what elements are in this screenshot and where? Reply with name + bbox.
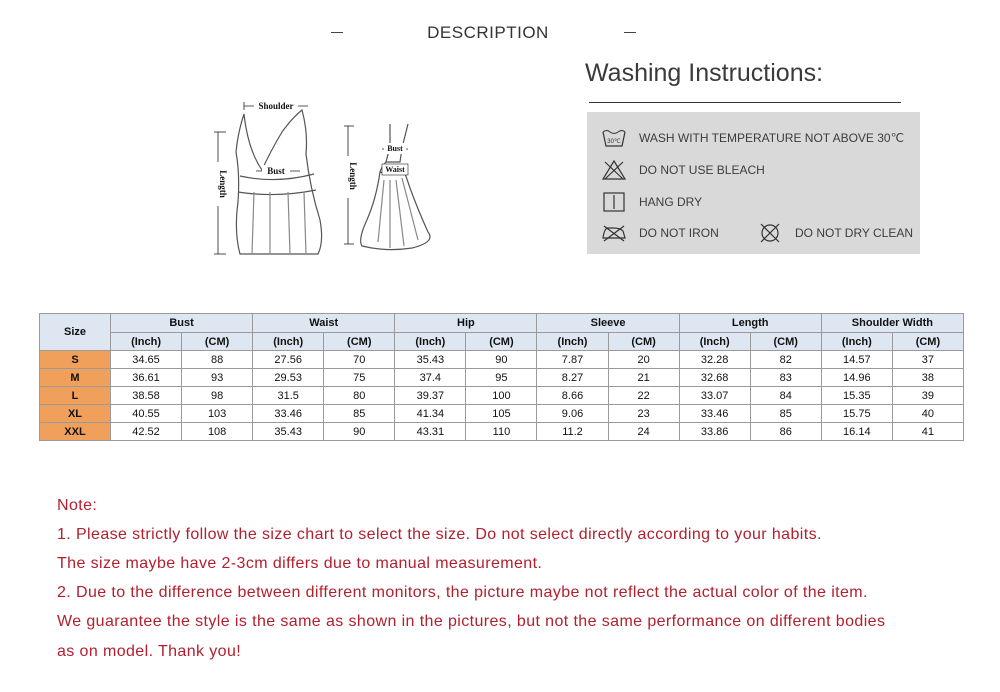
- size-chart-table: [39, 313, 964, 441]
- table-cell: 95: [466, 369, 537, 387]
- table-cell: 33.46: [679, 405, 750, 423]
- unit-header: (Inch): [679, 333, 750, 351]
- group-header-sleeve: Sleeve: [537, 314, 679, 333]
- table-cell: 93: [182, 369, 253, 387]
- table-cell: 110: [466, 423, 537, 441]
- table-unit-header-row: [40, 333, 964, 351]
- table-cell: 90: [466, 351, 537, 369]
- table-cell: 24: [608, 423, 679, 441]
- table-cell: 38: [892, 369, 963, 387]
- note-line: as on model. Thank you!: [57, 643, 242, 660]
- table-cell: 39: [892, 387, 963, 405]
- table-cell: 14.57: [821, 351, 892, 369]
- size-cell: L: [40, 387, 111, 405]
- table-cell: 88: [182, 351, 253, 369]
- table-cell: 98: [182, 387, 253, 405]
- size-cell: XL: [40, 405, 111, 423]
- unit-header: (CM): [182, 333, 253, 351]
- table-cell: 16.14: [821, 423, 892, 441]
- note-line: We guarantee the style is the same as shown in the pictures, but not the same performance on different bodies: [57, 613, 886, 630]
- table-cell: 42.52: [111, 423, 182, 441]
- wash-30-icon: [601, 128, 627, 148]
- table-cell: 36.61: [111, 369, 182, 387]
- table-row: [40, 351, 964, 369]
- unit-header: (Inch): [537, 333, 608, 351]
- unit-header: (CM): [608, 333, 679, 351]
- table-cell: 85: [750, 405, 821, 423]
- table-cell: 86: [750, 423, 821, 441]
- no-bleach-label: DO NOT USE BLEACH: [639, 163, 765, 177]
- group-header-bust: Bust: [111, 314, 253, 333]
- no-dry-clean-label: DO NOT DRY CLEAN: [795, 226, 914, 240]
- size-cell: S: [40, 351, 111, 369]
- wash-instruction-row: [601, 192, 702, 212]
- hang-dry-icon: [601, 192, 627, 212]
- table-cell: 82: [750, 351, 821, 369]
- wash-instruction-row: [757, 223, 913, 243]
- table-cell: 84: [750, 387, 821, 405]
- note-heading: Note:: [57, 497, 98, 514]
- table-cell: 31.5: [253, 387, 324, 405]
- table-cell: 41.34: [395, 405, 466, 423]
- table-row: [40, 369, 964, 387]
- no-dry-clean-icon: [757, 223, 783, 243]
- table-cell: 80: [324, 387, 395, 405]
- size-cell: M: [40, 369, 111, 387]
- unit-header: (Inch): [395, 333, 466, 351]
- table-cell: 37: [892, 351, 963, 369]
- unit-header: (CM): [324, 333, 395, 351]
- washing-instructions-panel: [587, 112, 920, 254]
- unit-header: (CM): [892, 333, 963, 351]
- table-cell: 85: [324, 405, 395, 423]
- group-header-shoulder-width: Shoulder Width: [821, 314, 963, 333]
- note-line: 1. Please strictly follow the size chart to select the size. Do not select directly according to your habits.: [57, 526, 822, 543]
- table-cell: 34.65: [111, 351, 182, 369]
- shoulder-label: Shoulder: [258, 101, 294, 111]
- note-line: The size maybe have 2-3cm differs due to manual measurement.: [57, 555, 543, 572]
- table-cell: 90: [324, 423, 395, 441]
- header-dash-right: [624, 32, 636, 33]
- table-cell: 21: [608, 369, 679, 387]
- group-header-waist: Waist: [253, 314, 395, 333]
- table-cell: 75: [324, 369, 395, 387]
- table-cell: 108: [182, 423, 253, 441]
- header-dash-left: [331, 32, 343, 33]
- unit-header: (Inch): [253, 333, 324, 351]
- table-cell: 33.07: [679, 387, 750, 405]
- table-cell: 32.68: [679, 369, 750, 387]
- table-cell: 15.35: [821, 387, 892, 405]
- table-cell: 35.43: [395, 351, 466, 369]
- no-iron-label: DO NOT IRON: [639, 226, 719, 240]
- group-header-hip: Hip: [395, 314, 537, 333]
- unit-header: (Inch): [111, 333, 182, 351]
- table-cell: 100: [466, 387, 537, 405]
- bust-label-right: Bust: [387, 144, 403, 153]
- wash-instruction-row: [601, 160, 765, 180]
- description-title: DESCRIPTION: [427, 23, 549, 42]
- length-label-left: Length: [218, 170, 228, 198]
- table-cell: 70: [324, 351, 395, 369]
- table-row: [40, 405, 964, 423]
- table-cell: 20: [608, 351, 679, 369]
- washing-divider: [589, 102, 901, 103]
- table-cell: 39.37: [395, 387, 466, 405]
- table-cell: 105: [466, 405, 537, 423]
- svg-text:30℃: 30℃: [607, 139, 621, 145]
- table-cell: 9.06: [537, 405, 608, 423]
- length-label-right: Length: [348, 162, 358, 190]
- table-cell: 35.43: [253, 423, 324, 441]
- table-cell: 40: [892, 405, 963, 423]
- table-row: [40, 423, 964, 441]
- size-chart-body: [40, 351, 964, 441]
- table-cell: 38.58: [111, 387, 182, 405]
- table-cell: 83: [750, 369, 821, 387]
- table-cell: 29.53: [253, 369, 324, 387]
- table-cell: 8.66: [537, 387, 608, 405]
- table-cell: 33.46: [253, 405, 324, 423]
- table-cell: 15.75: [821, 405, 892, 423]
- table-cell: 23: [608, 405, 679, 423]
- table-cell: 7.87: [537, 351, 608, 369]
- washing-instructions-title: Washing Instructions:: [585, 59, 824, 87]
- unit-header: (Inch): [821, 333, 892, 351]
- wash-instruction-row: [601, 223, 719, 243]
- table-cell: 14.96: [821, 369, 892, 387]
- wash-instruction-row: [601, 128, 904, 148]
- table-cell: 11.2: [537, 423, 608, 441]
- table-cell: 41: [892, 423, 963, 441]
- description-header: [0, 22, 1000, 46]
- bust-label-left: Bust: [267, 166, 285, 176]
- table-cell: 33.86: [679, 423, 750, 441]
- table-cell: 43.31: [395, 423, 466, 441]
- table-cell: 22: [608, 387, 679, 405]
- table-group-header-row: [40, 314, 964, 333]
- table-cell: 8.27: [537, 369, 608, 387]
- note-line: 2. Due to the difference between different monitors, the picture maybe not reflect the actual color of the item.: [57, 584, 868, 601]
- hang-dry-label: HANG DRY: [639, 195, 703, 209]
- table-row: [40, 387, 964, 405]
- table-cell: 32.28: [679, 351, 750, 369]
- no-iron-icon: [601, 223, 627, 243]
- garment-sketch-drawing: [196, 92, 446, 262]
- size-cell: XXL: [40, 423, 111, 441]
- table-cell: 103: [182, 405, 253, 423]
- group-header-length: Length: [679, 314, 821, 333]
- size-column-header: Size: [40, 314, 111, 351]
- no-bleach-icon: [601, 160, 627, 180]
- waist-label: Waist: [385, 165, 405, 174]
- unit-header: (CM): [750, 333, 821, 351]
- table-cell: 40.55: [111, 405, 182, 423]
- table-cell: 27.56: [253, 351, 324, 369]
- unit-header: (CM): [466, 333, 537, 351]
- table-cell: 37.4: [395, 369, 466, 387]
- wash-temperature-label: WASH WITH TEMPERATURE NOT ABOVE 30℃: [639, 131, 905, 145]
- garment-sketch: [196, 92, 446, 262]
